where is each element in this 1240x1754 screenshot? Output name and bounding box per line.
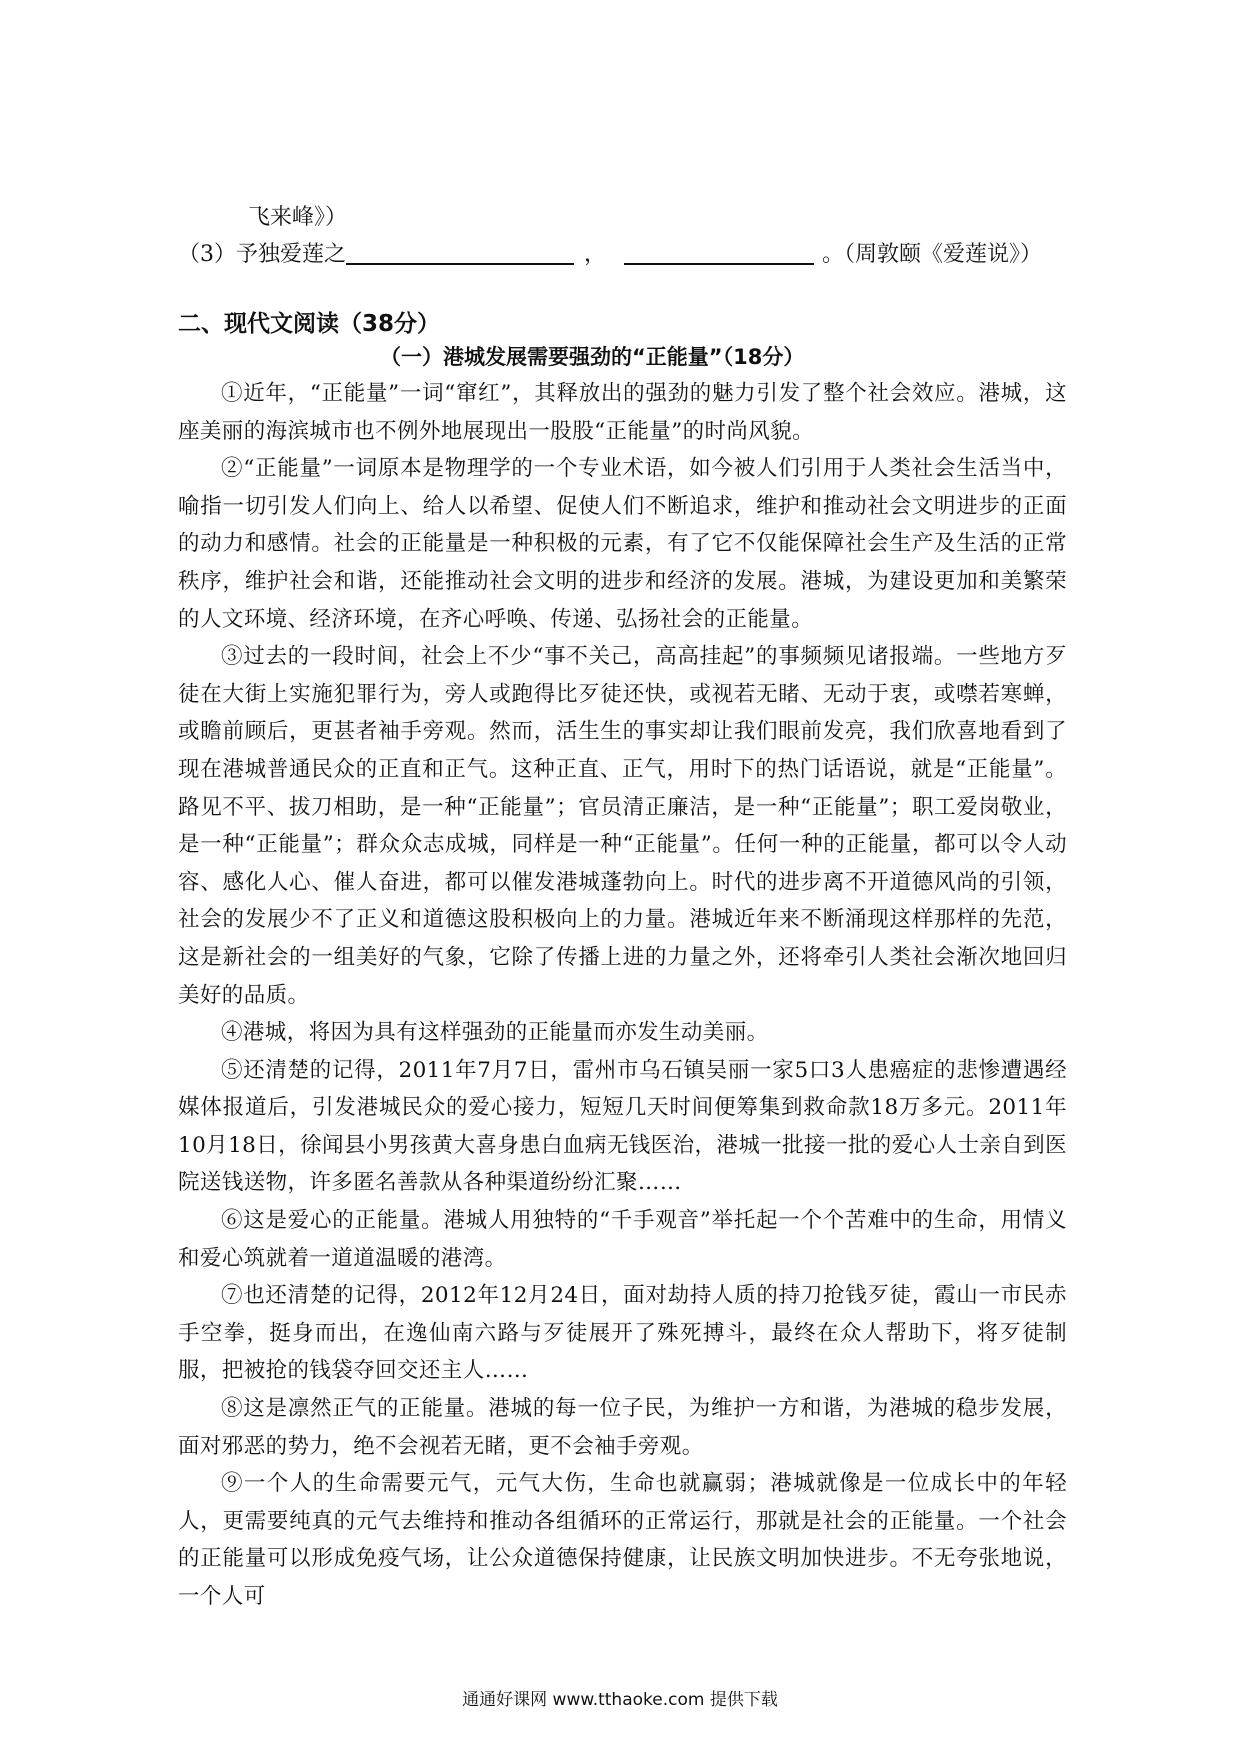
paragraph-6: ⑥这是爱心的正能量。港城人用独特的“千手观音”举托起一个个苦难中的生命，用情义和爱心筑就着一道道温暖的港湾。 xyxy=(178,1208,1067,1271)
paragraph-5: ⑤还清楚的记得，2011年7月7日，雷州市乌石镇吴丽一家5口3人患癌症的悲惨遭遇经媒体报道后，引发港城民众的爱心接力，短短几天时间便筹集到救命款18万多元。2011年10月18日，徐闻县小男孩黄大喜身患白血病无钱医治，港城一批接一批的爱心人士亲自到医院送钱送物，许多匿名善款从各种渠道纷纷汇聚…… xyxy=(178,1057,1067,1196)
item3-comma: ， xyxy=(584,242,607,267)
fill-in-item-3 xyxy=(178,240,1042,270)
article-body xyxy=(178,375,1067,1616)
item3-prefix: （3）予独爱莲之 xyxy=(178,242,346,267)
footer-watermark: 通通好课网 www.tthaoke.com 提供下载 xyxy=(462,1690,778,1710)
paragraph-1: ①近年，“正能量”一词“窜红”，其释放出的强劲的魅力引发了整个社会效应。港城，这座美丽的海滨城市也不例外地展现出一股股“正能量”的时尚风貌。 xyxy=(178,381,1067,444)
answer-blank-2[interactable] xyxy=(624,241,814,265)
continued-title-line: 飞来峰》） xyxy=(248,205,348,230)
section-title: 二、现代文阅读（38分） xyxy=(178,311,441,337)
paragraph-8: ⑧这是凛然正气的正能量。港城的每一位子民，为维护一方和谐，为港城的稳步发展，面对邪恶的势力，绝不会视若无睹，更不会袖手旁观。 xyxy=(178,1396,1067,1459)
paragraph-9: ⑨一个人的生命需要元气，元气大伤，生命也就赢弱；港城就像是一位成长中的年轻人，更需要纯真的元气去维持和推动各组循环的正常运行，那就是社会的正能量。一个社会的正能量可以形成免疫气场，让公众道德保持健康，让民族文明加快进步。不无夸张地说，一个人可 xyxy=(178,1471,1067,1609)
article-title: （一）港城发展需要强劲的“正能量”（18分） xyxy=(380,345,805,369)
paragraph-4: ④港城，将因为具有这样强劲的正能量而亦发生动美丽。 xyxy=(221,1020,769,1046)
item3-suffix: 。（周敦颐《爱莲说》） xyxy=(822,242,1043,267)
paragraph-7: ⑦也还清楚的记得，2012年12月24日，面对劫持人质的持刀抢钱歹徒，霞山一市民赤手空拳，挺身而出，在逸仙南六路与歹徒展开了殊死搏斗，最终在众人帮助下，将歹徒制服，把被抢的钱袋夺回交还主人…… xyxy=(178,1283,1067,1384)
answer-blank-1[interactable] xyxy=(346,241,574,265)
paragraph-3: ③过去的一段时间，社会上不少“事不关己，高高挂起”的事频频见诸报端。一些地方歹徒在大街上实施犯罪行为，旁人或跑得比歹徒还快，或视若无睹、无动于衷，或噤若寒蝉，或瞻前顾后，更甚者袖手旁观。然而，活生生的事实却让我们眼前发亮，我们欣喜地看到了现在港城普通民众的正直和正气。这种正直、正气，用时下的热门话语说，就是“正能量”。路见不平、拔刀相助，是一种“正能量”；官员清正廉洁，是一种“正能量”；职工爱岗敬业，是一种“正能量”；群众众志成城，同样是一种“正能量”。任何一种的正能量，都可以令人动容、感化人心、催人奋进，都可以催发港城蓬勃向上。时代的进步离不开道德风尚的引领，社会的发展少不了正义和道德这股积极向上的力量。港城近年来不断涌现这样那样的先范，这是新社会的一组美好的气象，它除了传播上进的力量之外，还将牵引人类社会渐次地回归美好的品质。 xyxy=(178,644,1067,1008)
paragraph-2: ②“正能量”一词原本是物理学的一个专业术语，如今被人们引用于人类社会生活当中，喻指一切引发人们向上、给人以希望、促使人们不断追求，维护和推动社会文明进步的正面的动力和感情。社会的正能量是一种积极的元素，有了它不仅能保障社会生产及生活的正常秩序，维护社会和谐，还能推动社会文明的进步和经济的发展。港城，为建设更加和美繁荣的人文环境、经济环境，在齐心呼唤、传递、弘扬社会的正能量。 xyxy=(178,456,1067,632)
